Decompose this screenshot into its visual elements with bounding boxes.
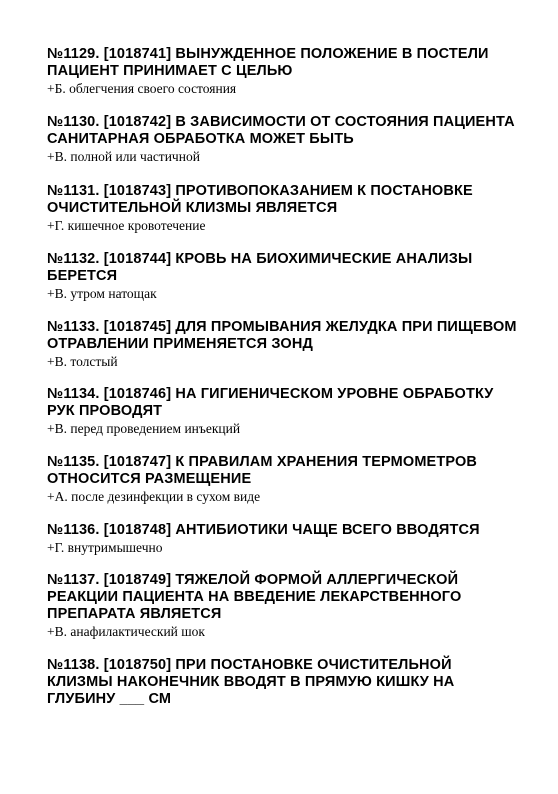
question-title: №1130. [1018742] В ЗАВИСИМОСТИ ОТ СОСТОЯНИЯ ПАЦИЕНТА САНИТАРНАЯ ОБРАБОТКА МОЖЕТ БЫТЬ [47, 114, 515, 147]
question-block-1137 [47, 572, 517, 640]
question-title: №1135. [1018747] К ПРАВИЛАМ ХРАНЕНИЯ ТЕРМОМЕТРОВ ОТНОСИТСЯ РАЗМЕЩЕНИЕ [47, 454, 478, 487]
question-answer: +Б. облегчения своего состояния [47, 81, 237, 96]
question-answer: +Г. внутримышечно [47, 540, 163, 555]
question-answer: +В. утром натощак [47, 286, 157, 301]
question-answer: +В. анафилактический шок [47, 624, 205, 639]
question-title: №1132. [1018744] КРОВЬ НА БИОХИМИЧЕСКИЕ АНАЛИЗЫ БЕРЕТСЯ [47, 251, 473, 284]
question-title: №1136. [1018748] АНТИБИОТИКИ ЧАЩЕ ВСЕГО ВВОДЯТСЯ [47, 522, 480, 538]
question-block-1129 [47, 46, 517, 97]
question-block-1131 [47, 183, 517, 234]
question-answer: +В. перед проведением инъекций [47, 421, 241, 436]
question-answer: +В. толстый [47, 354, 118, 369]
question-title: №1137. [1018749] ТЯЖЕЛОЙ ФОРМОЙ АЛЛЕРГИЧЕСКОЙ РЕАКЦИИ ПАЦИЕНТА НА ВВЕДЕНИЕ ЛЕКАРСТВЕННОГО ПРЕПАРАТА ЯВЛЯЕТСЯ [47, 572, 462, 622]
question-block-1133 [47, 319, 517, 370]
question-title: №1138. [1018750] ПРИ ПОСТАНОВКЕ ОЧИСТИТЕЛЬНОЙ КЛИЗМЫ НАКОНЕЧНИК ВВОДЯТ В ПРЯМУЮ КИШКУ НА ГЛУБИНУ ___ СМ [47, 657, 455, 707]
question-title: №1134. [1018746] НА ГИГИЕНИЧЕСКОМ УРОВНЕ ОБРАБОТКУ РУК ПРОВОДЯТ [47, 386, 494, 419]
question-block-1136 [47, 522, 517, 556]
question-block-1132 [47, 251, 517, 302]
question-block-1130 [47, 114, 517, 165]
question-block-1134 [47, 386, 517, 437]
question-answer: +В. полной или частичной [47, 149, 200, 164]
question-block-1135 [47, 454, 517, 505]
question-answer: +Г. кишечное кровотечение [47, 218, 206, 233]
question-block-1138 [47, 657, 517, 708]
question-answer: +А. после дезинфекции в сухом виде [47, 489, 261, 504]
question-title: №1131. [1018743] ПРОТИВОПОКАЗАНИЕМ К ПОСТАНОВКЕ ОЧИСТИТЕЛЬНОЙ КЛИЗМЫ ЯВЛЯЕТСЯ [47, 183, 473, 216]
question-title: №1133. [1018745] ДЛЯ ПРОМЫВАНИЯ ЖЕЛУДКА ПРИ ПИЩЕВОМ ОТРАВЛЕНИИ ПРИМЕНЯЕТСЯ ЗОНД [47, 319, 517, 352]
question-title: №1129. [1018741] ВЫНУЖДЕННОЕ ПОЛОЖЕНИЕ В ПОСТЕЛИ ПАЦИЕНТ ПРИНИМАЕТ С ЦЕЛЬЮ [47, 46, 489, 79]
